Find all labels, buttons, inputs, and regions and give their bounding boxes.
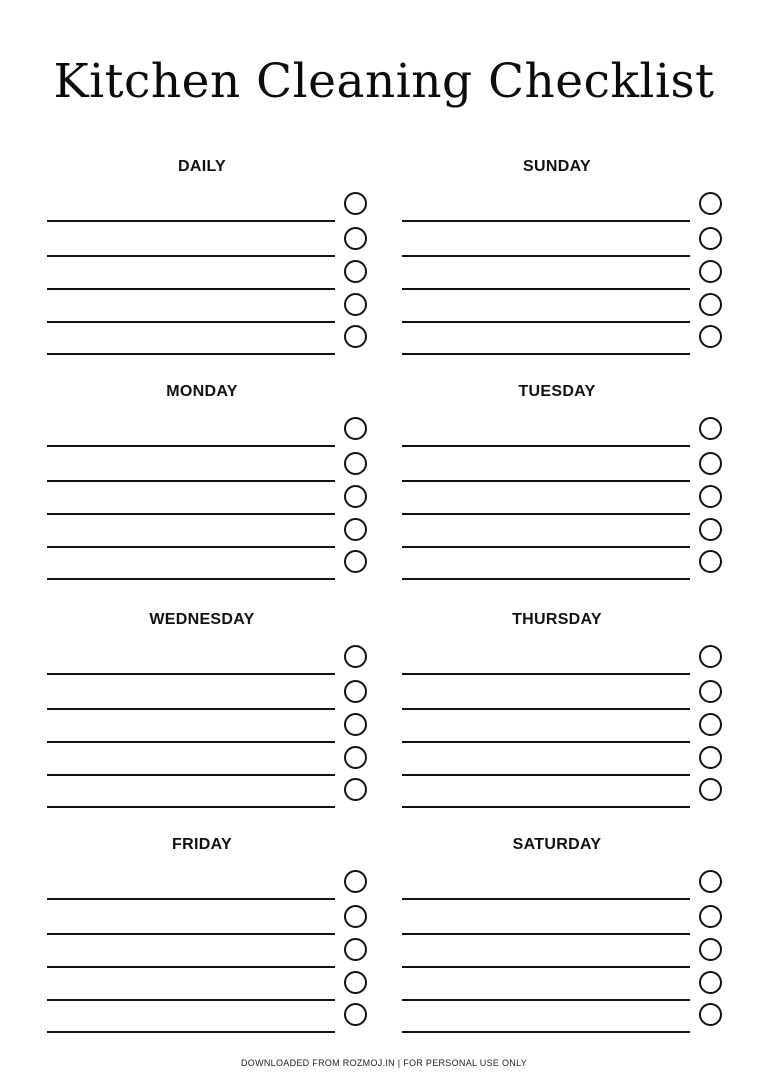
checkbox-circle-icon[interactable] bbox=[699, 938, 722, 961]
checklist-row bbox=[402, 518, 722, 548]
section-thursday bbox=[402, 610, 722, 810]
checklist-row bbox=[402, 485, 722, 515]
checkbox-circle-icon[interactable] bbox=[699, 485, 722, 508]
checkbox-circle-icon[interactable] bbox=[344, 518, 367, 541]
checkbox-circle-icon[interactable] bbox=[344, 452, 367, 475]
checklist-row bbox=[402, 778, 722, 808]
checkbox-circle-icon[interactable] bbox=[699, 518, 722, 541]
section-monday bbox=[47, 382, 367, 582]
task-write-line[interactable] bbox=[47, 741, 335, 743]
task-write-line[interactable] bbox=[402, 546, 690, 548]
task-write-line[interactable] bbox=[402, 673, 690, 675]
checklist-row bbox=[47, 550, 367, 580]
checkbox-circle-icon[interactable] bbox=[699, 905, 722, 928]
task-write-line[interactable] bbox=[47, 933, 335, 935]
checklist-row bbox=[47, 293, 367, 323]
checkbox-circle-icon[interactable] bbox=[344, 645, 367, 668]
checklist-row bbox=[402, 971, 722, 1001]
checklist-row bbox=[402, 746, 722, 776]
checkbox-circle-icon[interactable] bbox=[344, 746, 367, 769]
task-write-line[interactable] bbox=[402, 480, 690, 482]
task-write-line[interactable] bbox=[402, 220, 690, 222]
task-write-line[interactable] bbox=[47, 321, 335, 323]
task-write-line[interactable] bbox=[402, 708, 690, 710]
task-write-line[interactable] bbox=[402, 1031, 690, 1033]
section-title: THURSDAY bbox=[512, 611, 602, 628]
section-tuesday bbox=[402, 382, 722, 582]
task-write-line[interactable] bbox=[402, 898, 690, 900]
task-write-line[interactable] bbox=[402, 353, 690, 355]
task-write-line[interactable] bbox=[47, 966, 335, 968]
checkbox-circle-icon[interactable] bbox=[699, 870, 722, 893]
checklist-row bbox=[47, 870, 367, 900]
checkbox-circle-icon[interactable] bbox=[344, 905, 367, 928]
task-write-line[interactable] bbox=[47, 546, 335, 548]
checklist-row bbox=[47, 1003, 367, 1033]
checkbox-circle-icon[interactable] bbox=[699, 971, 722, 994]
checkbox-circle-icon[interactable] bbox=[344, 938, 367, 961]
section-title: SUNDAY bbox=[523, 158, 591, 175]
checkbox-circle-icon[interactable] bbox=[344, 971, 367, 994]
checklist-row bbox=[47, 645, 367, 675]
checkbox-circle-icon[interactable] bbox=[344, 680, 367, 703]
checklist-row bbox=[402, 417, 722, 447]
footer-note: DOWNLOADED FROM ROZMOJ.IN | FOR PERSONAL USE ONLY bbox=[240, 1058, 528, 1068]
checkbox-circle-icon[interactable] bbox=[699, 260, 722, 283]
checkbox-circle-icon[interactable] bbox=[699, 325, 722, 348]
checklist-row bbox=[402, 905, 722, 935]
checklist-row bbox=[402, 550, 722, 580]
section-sunday bbox=[402, 157, 722, 357]
task-write-line[interactable] bbox=[47, 288, 335, 290]
checkbox-circle-icon[interactable] bbox=[344, 192, 367, 215]
checkbox-circle-icon[interactable] bbox=[344, 550, 367, 573]
section-title: FRIDAY bbox=[172, 836, 232, 853]
task-write-line[interactable] bbox=[47, 353, 335, 355]
checklist-row bbox=[402, 713, 722, 743]
checklist-row bbox=[47, 325, 367, 355]
checkbox-circle-icon[interactable] bbox=[699, 452, 722, 475]
checklist-row bbox=[47, 905, 367, 935]
task-write-line[interactable] bbox=[47, 999, 335, 1001]
section-title: SATURDAY bbox=[512, 836, 602, 853]
task-write-line[interactable] bbox=[47, 480, 335, 482]
checkbox-circle-icon[interactable] bbox=[344, 417, 367, 440]
task-write-line[interactable] bbox=[402, 933, 690, 935]
task-write-line[interactable] bbox=[47, 513, 335, 515]
checklist-row bbox=[47, 192, 367, 222]
task-write-line[interactable] bbox=[402, 806, 690, 808]
checklist-row bbox=[402, 452, 722, 482]
checkbox-circle-icon[interactable] bbox=[344, 778, 367, 801]
task-write-line[interactable] bbox=[402, 578, 690, 580]
checkbox-circle-icon[interactable] bbox=[344, 713, 367, 736]
task-write-line[interactable] bbox=[47, 898, 335, 900]
checkbox-circle-icon[interactable] bbox=[344, 485, 367, 508]
checkbox-circle-icon[interactable] bbox=[699, 645, 722, 668]
checkbox-circle-icon[interactable] bbox=[699, 417, 722, 440]
checkbox-circle-icon[interactable] bbox=[699, 778, 722, 801]
checkbox-circle-icon[interactable] bbox=[344, 1003, 367, 1026]
task-write-line[interactable] bbox=[47, 708, 335, 710]
checklist-row bbox=[47, 485, 367, 515]
checklist-row bbox=[47, 518, 367, 548]
checklist-row bbox=[402, 870, 722, 900]
task-write-line[interactable] bbox=[47, 578, 335, 580]
checklist-row bbox=[402, 260, 722, 290]
section-saturday bbox=[402, 835, 722, 1035]
page-title: Kitchen Cleaning Checklist bbox=[53, 54, 715, 109]
checkbox-circle-icon[interactable] bbox=[699, 192, 722, 215]
checklist-row bbox=[47, 227, 367, 257]
checklist-row bbox=[402, 293, 722, 323]
task-write-line[interactable] bbox=[47, 673, 335, 675]
checklist-row bbox=[47, 938, 367, 968]
task-write-line[interactable] bbox=[402, 288, 690, 290]
task-write-line[interactable] bbox=[47, 220, 335, 222]
checkbox-circle-icon[interactable] bbox=[699, 293, 722, 316]
checkbox-circle-icon[interactable] bbox=[699, 227, 722, 250]
checkbox-circle-icon[interactable] bbox=[699, 1003, 722, 1026]
checklist-row bbox=[402, 1003, 722, 1033]
section-title: DAILY bbox=[177, 158, 227, 175]
checkbox-circle-icon[interactable] bbox=[344, 227, 367, 250]
section-wednesday bbox=[47, 610, 367, 810]
checklist-row bbox=[47, 713, 367, 743]
checklist-row bbox=[402, 325, 722, 355]
section-title: WEDNESDAY bbox=[149, 611, 255, 628]
task-write-line[interactable] bbox=[47, 445, 335, 447]
task-write-line[interactable] bbox=[47, 255, 335, 257]
checklist-row bbox=[402, 645, 722, 675]
task-write-line[interactable] bbox=[402, 966, 690, 968]
section-friday bbox=[47, 835, 367, 1035]
checkbox-circle-icon[interactable] bbox=[344, 260, 367, 283]
task-write-line[interactable] bbox=[402, 445, 690, 447]
task-write-line[interactable] bbox=[402, 774, 690, 776]
checklist-row bbox=[47, 417, 367, 447]
checklist-row bbox=[47, 746, 367, 776]
section-title: MONDAY bbox=[166, 383, 238, 400]
checkbox-circle-icon[interactable] bbox=[699, 746, 722, 769]
checklist-row bbox=[47, 971, 367, 1001]
section-daily bbox=[47, 157, 367, 357]
checklist-row bbox=[47, 778, 367, 808]
task-write-line[interactable] bbox=[402, 255, 690, 257]
checklist-row bbox=[402, 938, 722, 968]
checklist-row bbox=[402, 192, 722, 222]
task-write-line[interactable] bbox=[402, 513, 690, 515]
checkbox-circle-icon[interactable] bbox=[699, 713, 722, 736]
task-write-line[interactable] bbox=[402, 741, 690, 743]
checklist-row bbox=[402, 227, 722, 257]
checkbox-circle-icon[interactable] bbox=[344, 870, 367, 893]
checkbox-circle-icon[interactable] bbox=[699, 550, 722, 573]
checkbox-circle-icon[interactable] bbox=[699, 680, 722, 703]
checkbox-circle-icon[interactable] bbox=[344, 293, 367, 316]
task-write-line[interactable] bbox=[402, 321, 690, 323]
checklist-row bbox=[402, 680, 722, 710]
task-write-line[interactable] bbox=[47, 806, 335, 808]
task-write-line[interactable] bbox=[402, 999, 690, 1001]
checkbox-circle-icon[interactable] bbox=[344, 325, 367, 348]
checklist-row bbox=[47, 680, 367, 710]
task-write-line[interactable] bbox=[47, 1031, 335, 1033]
checklist-row bbox=[47, 260, 367, 290]
section-title: TUESDAY bbox=[518, 383, 596, 400]
task-write-line[interactable] bbox=[47, 774, 335, 776]
checklist-row bbox=[47, 452, 367, 482]
